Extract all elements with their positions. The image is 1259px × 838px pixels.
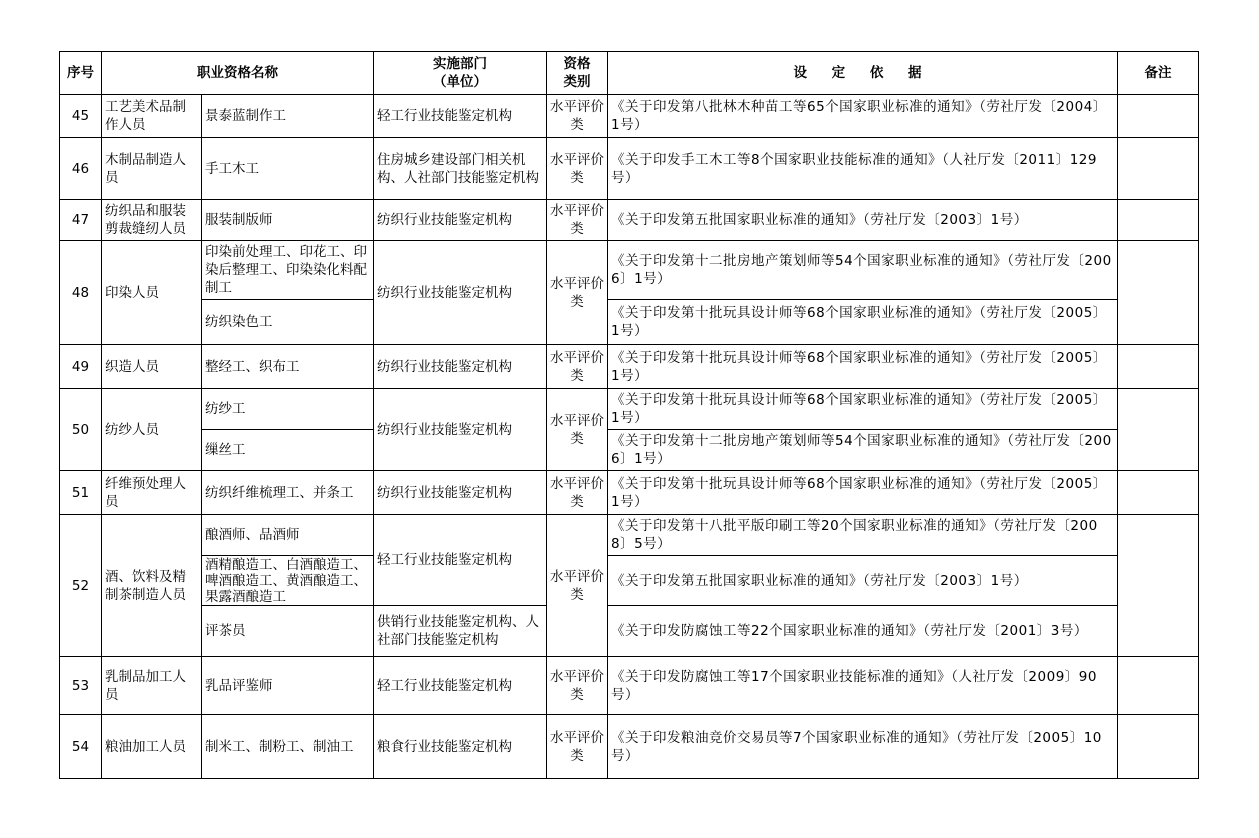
row-number: 46 [60,138,102,200]
dept-cell: 纺织行业技能鉴定机构 [374,389,547,471]
note-cell [1118,657,1199,715]
category-cell: 工艺美术品制作人员 [102,95,202,138]
job-cell: 制米工、制粉工、制油工 [202,715,374,779]
job-cell: 服装制版师 [202,200,374,241]
table-row [60,95,1199,138]
category-cell: 纺纱人员 [102,389,202,471]
dept-cell: 供销行业技能鉴定机构、人社部门技能鉴定机构 [374,606,547,657]
note-cell [1118,515,1199,657]
table-row [60,430,1199,471]
header-row [60,52,1199,95]
type-cell: 水平评价类 [547,200,608,241]
basis-cell: 《关于印发粮油竞价交易员等7个国家职业标准的通知》（劳社厅发〔2005〕10号） [608,715,1118,779]
basis-cell: 《关于印发第十二批房地产策划师等54个国家职业标准的通知》（劳社厅发〔2006〕1号） [608,241,1118,300]
job-cell: 纺纱工 [202,389,374,430]
row-number: 50 [60,389,102,471]
category-cell: 印染人员 [102,241,202,345]
note-cell [1118,715,1199,779]
row-number: 51 [60,471,102,515]
dept-cell: 住房城乡建设部门相关机构、人社部门技能鉴定机构 [374,138,547,200]
basis-cell: 《关于印发第十批玩具设计师等68个国家职业标准的通知》（劳社厅发〔2005〕1号） [608,345,1118,389]
job-cell: 评茶员 [202,606,374,657]
job-cell: 手工木工 [202,138,374,200]
table-row [60,138,1199,200]
table-row [60,515,1199,556]
qualification-table [59,51,1199,779]
table-row [60,715,1199,779]
header-dept: 实施部门 （单位） [374,52,547,95]
basis-cell: 《关于印发防腐蚀工等17个国家职业技能标准的通知》（人社厅发〔2009〕90号） [608,657,1118,715]
note-cell [1118,200,1199,241]
type-cell: 水平评价类 [547,95,608,138]
basis-cell: 《关于印发手工木工等8个国家职业技能标准的通知》（人社厅发〔2011〕129号） [608,138,1118,200]
header-index: 序号 [60,52,102,95]
type-cell: 水平评价类 [547,389,608,471]
header-note: 备注 [1118,52,1199,95]
type-cell: 水平评价类 [547,241,608,345]
dept-cell: 粮食行业技能鉴定机构 [374,715,547,779]
job-cell: 印染前处理工、印花工、印染后整理工、印染染化料配制工 [202,241,374,300]
type-cell: 水平评价类 [547,471,608,515]
note-cell [1118,471,1199,515]
note-cell [1118,241,1199,345]
dept-cell: 轻工行业技能鉴定机构 [374,515,547,606]
job-cell: 纺织纤维梳理工、并条工 [202,471,374,515]
basis-cell: 《关于印发第十二批房地产策划师等54个国家职业标准的通知》（劳社厅发〔2006〕1号） [608,430,1118,471]
job-cell: 景泰蓝制作工 [202,95,374,138]
dept-cell: 纺织行业技能鉴定机构 [374,345,547,389]
note-cell [1118,389,1199,471]
type-cell: 水平评价类 [547,715,608,779]
type-cell: 水平评价类 [547,657,608,715]
category-cell: 粮油加工人员 [102,715,202,779]
row-number: 45 [60,95,102,138]
job-cell: 酒精酿造工、白酒酿造工、啤酒酿造工、黄酒酿造工、果露酒酿造工 [202,556,374,606]
table-row [60,556,1199,606]
type-cell: 水平评价类 [547,515,608,657]
basis-cell: 《关于印发第十批玩具设计师等68个国家职业标准的通知》（劳社厅发〔2005〕1号） [608,471,1118,515]
dept-cell: 纺织行业技能鉴定机构 [374,471,547,515]
dept-cell: 轻工行业技能鉴定机构 [374,95,547,138]
dept-cell: 纺织行业技能鉴定机构 [374,241,547,345]
row-number: 47 [60,200,102,241]
type-cell: 水平评价类 [547,345,608,389]
table-row [60,606,1199,657]
basis-cell: 《关于印发第十八批平版印刷工等20个国家职业标准的通知》（劳社厅发〔2008〕5号） [608,515,1118,556]
job-cell: 整经工、织布工 [202,345,374,389]
header-type: 资格 类别 [547,52,608,95]
table-row [60,389,1199,430]
row-number: 52 [60,515,102,657]
category-cell: 木制品制造人员 [102,138,202,200]
basis-cell: 《关于印发第八批林木种苗工等65个国家职业标准的通知》（劳社厅发〔2004〕1号） [608,95,1118,138]
basis-cell: 《关于印发第十批玩具设计师等68个国家职业标准的通知》（劳社厅发〔2005〕1号） [608,389,1118,430]
table-row [60,300,1199,345]
table-row [60,471,1199,515]
basis-cell: 《关于印发第十批玩具设计师等68个国家职业标准的通知》（劳社厅发〔2005〕1号） [608,300,1118,345]
note-cell [1118,138,1199,200]
job-cell: 酿酒师、品酒师 [202,515,374,556]
row-number: 54 [60,715,102,779]
table-row [60,657,1199,715]
table-row [60,241,1199,300]
job-cell: 纺织染色工 [202,300,374,345]
category-cell: 乳制品加工人员 [102,657,202,715]
note-cell [1118,345,1199,389]
table-row [60,200,1199,241]
job-cell: 乳品评鉴师 [202,657,374,715]
category-cell: 纤维预处理人员 [102,471,202,515]
category-cell: 纺织品和服装剪裁缝纫人员 [102,200,202,241]
basis-cell: 《关于印发防腐蚀工等22个国家职业标准的通知》（劳社厅发〔2001〕3号） [608,606,1118,657]
dept-cell: 轻工行业技能鉴定机构 [374,657,547,715]
dept-cell: 纺织行业技能鉴定机构 [374,200,547,241]
header-basis: 设 定 依 据 [608,52,1118,95]
basis-cell: 《关于印发第五批国家职业标准的通知》（劳社厅发〔2003〕1号） [608,200,1118,241]
note-cell [1118,95,1199,138]
category-cell: 酒、饮料及精制茶制造人员 [102,515,202,657]
category-cell: 织造人员 [102,345,202,389]
job-cell: 缫丝工 [202,430,374,471]
table-row [60,345,1199,389]
header-name: 职业资格名称 [102,52,374,95]
row-number: 53 [60,657,102,715]
basis-cell: 《关于印发第五批国家职业标准的通知》（劳社厅发〔2003〕1号） [608,556,1118,606]
row-number: 49 [60,345,102,389]
row-number: 48 [60,241,102,345]
type-cell: 水平评价类 [547,138,608,200]
